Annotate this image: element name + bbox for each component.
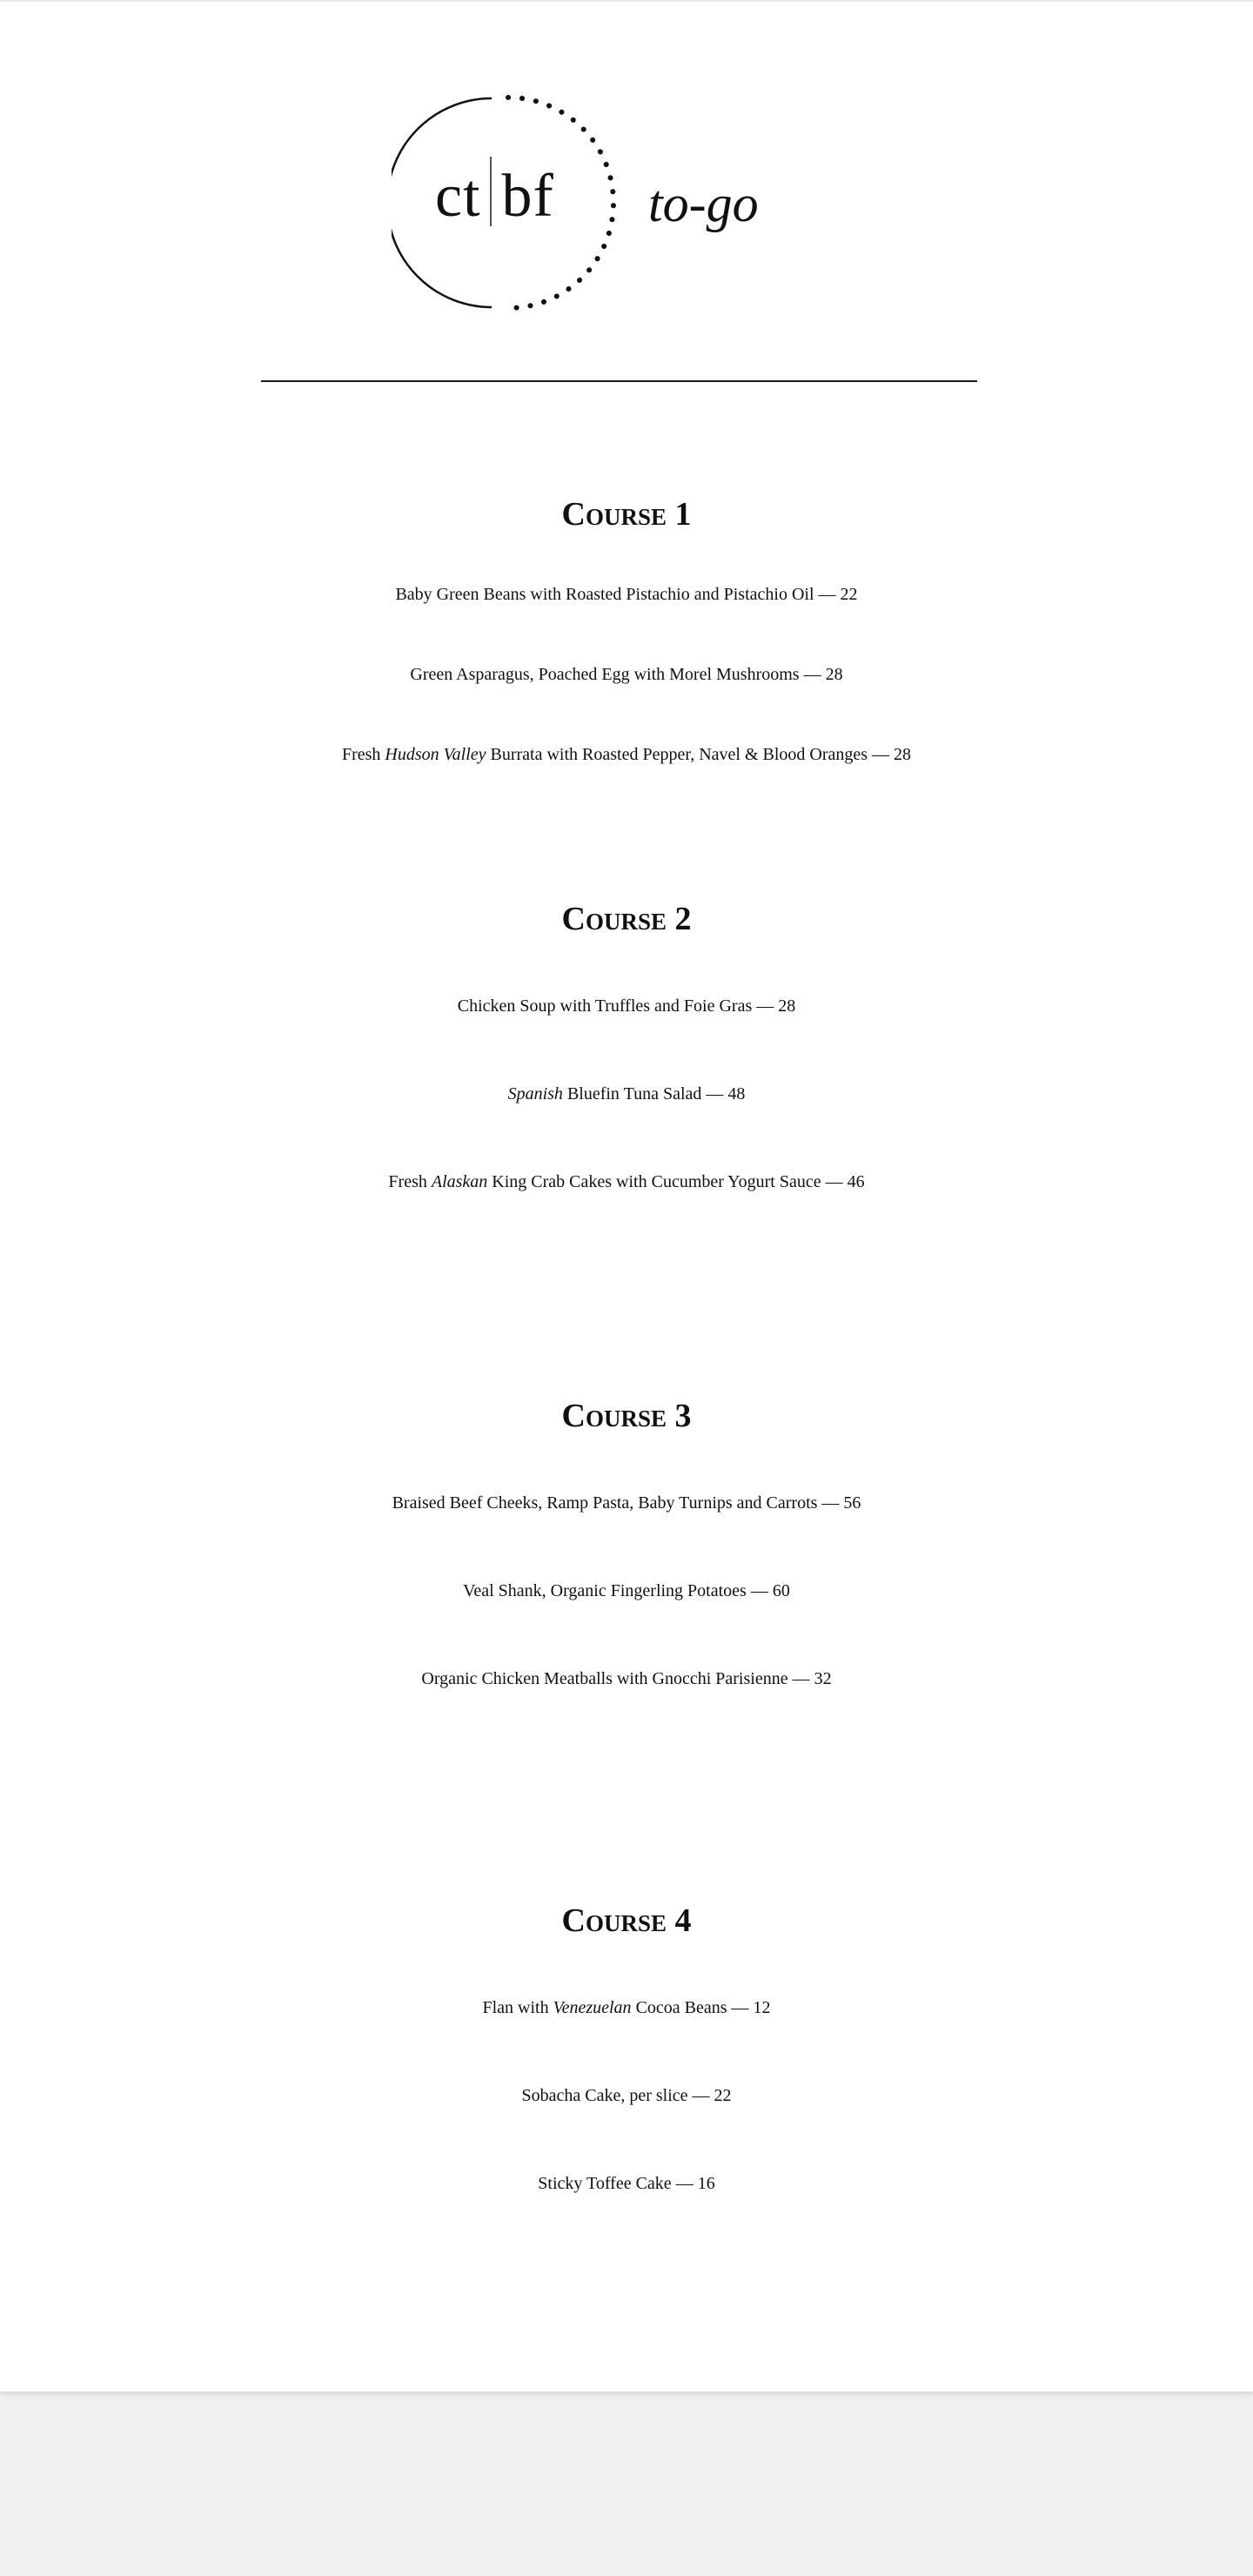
menu-item: Sobacha Cake, per slice — 22 — [521, 2086, 732, 2105]
menu-item: Fresh Alaskan King Crab Cakes with Cucumber Yogurt Sauce — 46 — [388, 1172, 865, 1191]
course-section — [0, 1395, 1253, 1688]
top-border — [0, 0, 1253, 2]
logo-mark-right: bf — [501, 163, 554, 230]
header-divider — [261, 380, 977, 382]
course-section — [0, 898, 1253, 1191]
course-section — [0, 1900, 1253, 2193]
menu-item: Fresh Hudson Valley Burrata with Roasted Pepper, Navel & Blood Oranges — 28 — [341, 745, 912, 764]
menu-item: Chicken Soup with Truffles and Foie Gras — 28 — [457, 996, 796, 1016]
course-title: Course 3 — [561, 1398, 692, 1434]
menu-item: Flan with Venezuelan Cocoa Beans — 12 — [482, 1998, 771, 2017]
menu-item: Spanish Bluefin Tuna Salad — 48 — [507, 1084, 746, 1104]
menu-item: Veal Shank, Organic Fingerling Potatoes — 60 — [463, 1581, 790, 1600]
ctbf-logo — [392, 87, 783, 313]
menu-item: Baby Green Beans with Roasted Pistachio and Pistachio Oil — 22 — [395, 585, 858, 604]
logo-tagline: to-go — [648, 175, 759, 232]
course-title: Course 4 — [561, 1902, 692, 1939]
menu-item: Braised Beef Cheeks, Ramp Pasta, Baby Turnips and Carrots — 56 — [392, 1493, 861, 1513]
menu-item: Sticky Toffee Cake — 16 — [538, 2174, 715, 2193]
menu-item: Organic Chicken Meatballs with Gnocchi Parisienne — 32 — [421, 1669, 832, 1688]
course-section — [0, 493, 1253, 764]
course-title: Course 2 — [561, 901, 692, 937]
logo-mark-left: ct — [435, 163, 481, 230]
menu-item: Green Asparagus, Poached Egg with Morel Mushrooms — 28 — [410, 665, 843, 684]
course-title: Course 1 — [561, 496, 692, 533]
logo-mark — [435, 157, 554, 231]
logo-divider — [490, 157, 492, 226]
